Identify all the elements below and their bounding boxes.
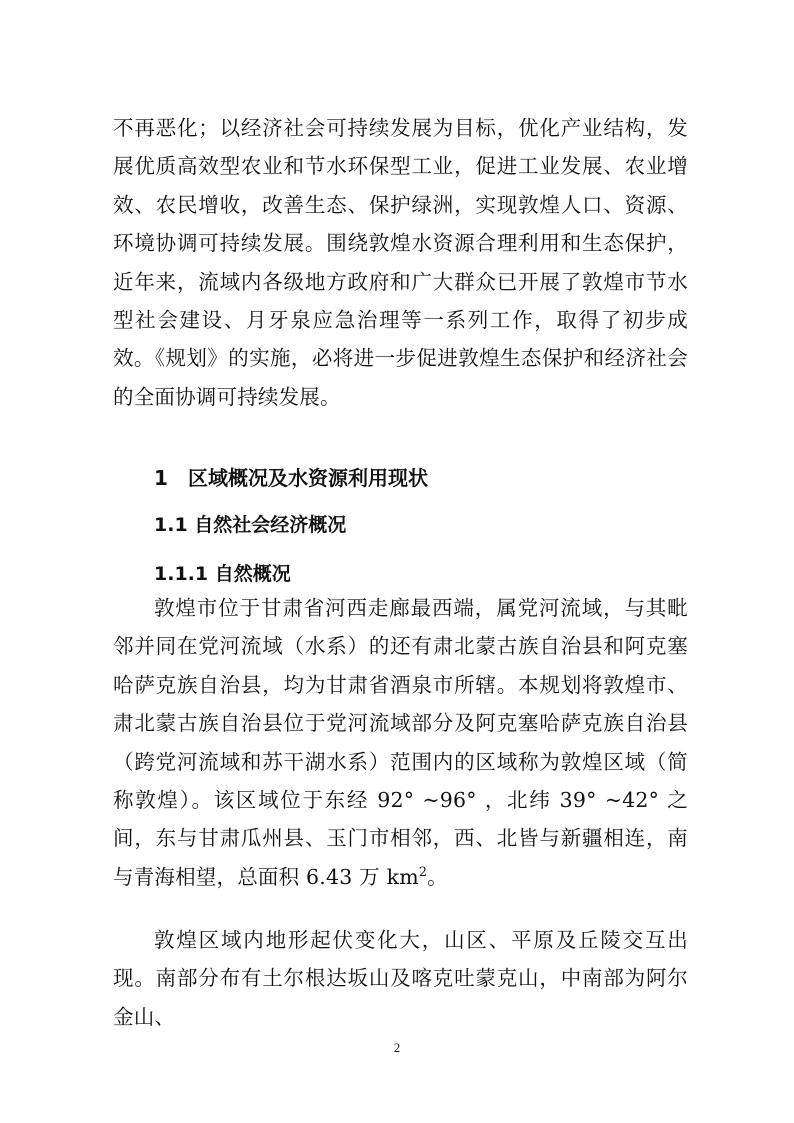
location-paragraph-text: 敦煌市位于甘肃省河西走廊最西端，属党河流域，与其毗邻并同在党河流域（水系）的还有肃北蒙古族自治县和阿克塞哈萨克族自治县，均为甘肃省酒泉市所辖。本规划将敦煌市、肃北蒙古族自治县位于党河流域部分及阿克塞哈萨克族自治县（跨党河流域和苏干湖水系）范围内的区域称为敦煌区域（简称敦煌）。该区域位于东经 92° ~96° ，北纬 39° ~42° 之间，东与甘肃瓜州县、玉门市相邻，西、北皆与新疆相连，南与青海相望，总面积 6.43 万 km: [113, 596, 688, 889]
section-heading-1-title: 区域概况及水资源利用现状: [188, 466, 428, 490]
section-heading-1-1: 1.1 自然社会经济概况: [154, 514, 347, 536]
location-paragraph-end: 。: [427, 864, 448, 889]
body-paragraph-location: [113, 589, 688, 896]
page-number: 2: [393, 1040, 401, 1055]
section-heading-1: [154, 460, 428, 496]
area-unit-superscript: 2: [418, 864, 428, 880]
section-heading-1-number: 1: [154, 466, 168, 490]
body-paragraph-terrain: 敦煌区域内地形起伏变化大，山区、平原及丘陵交互出现。南部分布有土尔根达坂山及喀克吐蒙克山，中南部为阿尔金山、: [113, 928, 688, 1029]
body-paragraph-continued: 不再恶化；以经济社会可持续发展为目标，优化产业结构，发展优质高效型农业和节水环保型工业，促进工业发展、农业增效、农民增收，改善生态、保护绿洲，实现敦煌人口、资源、环境协调可持续发展。围绕敦煌水资源合理利用和生态保护，近年来，流域内各级地方政府和广大群众已开展了敦煌市节水型社会建设、月牙泉应急治理等一系列工作，取得了初步成效。《规划》的实施，必将进一步促进敦煌生态保护和经济社会的全面协调可持续发展。: [113, 116, 688, 409]
section-heading-1-1-1: 1.1.1 自然概况: [154, 563, 291, 585]
